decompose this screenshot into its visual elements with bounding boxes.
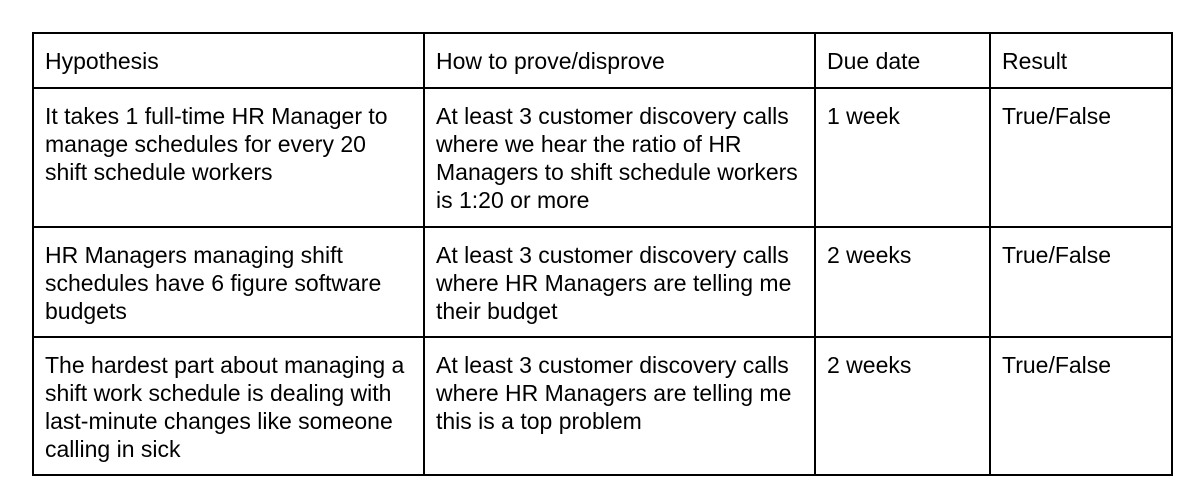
- cell-due-date: 2 weeks: [815, 227, 990, 337]
- hypothesis-table: [32, 32, 1173, 476]
- cell-hypothesis: HR Managers managing shift schedules have 6 figure software budgets: [33, 227, 424, 337]
- cell-how-to-prove: At least 3 customer discovery calls where we hear the ratio of HR Managers to shift schedule workers is 1:20 or more: [424, 88, 815, 227]
- cell-how-to-prove: At least 3 customer discovery calls where HR Managers are telling me their budget: [424, 227, 815, 337]
- header-result: Result: [990, 33, 1172, 88]
- cell-hypothesis: The hardest part about managing a shift work schedule is dealing with last-minute changes like someone calling in sick: [33, 337, 424, 475]
- cell-due-date: 1 week: [815, 88, 990, 227]
- header-row: [33, 33, 1172, 88]
- cell-hypothesis: It takes 1 full-time HR Manager to manage schedules for every 20 shift schedule workers: [33, 88, 424, 227]
- table-row: [33, 227, 1172, 337]
- header-how-to-prove: How to prove/disprove: [424, 33, 815, 88]
- cell-due-date: 2 weeks: [815, 337, 990, 475]
- cell-result: True/False: [990, 227, 1172, 337]
- header-hypothesis: Hypothesis: [33, 33, 424, 88]
- table-row: [33, 88, 1172, 227]
- cell-result: True/False: [990, 337, 1172, 475]
- header-due-date: Due date: [815, 33, 990, 88]
- cell-result: True/False: [990, 88, 1172, 227]
- cell-how-to-prove: At least 3 customer discovery calls where HR Managers are telling me this is a top problem: [424, 337, 815, 475]
- table-row: [33, 337, 1172, 475]
